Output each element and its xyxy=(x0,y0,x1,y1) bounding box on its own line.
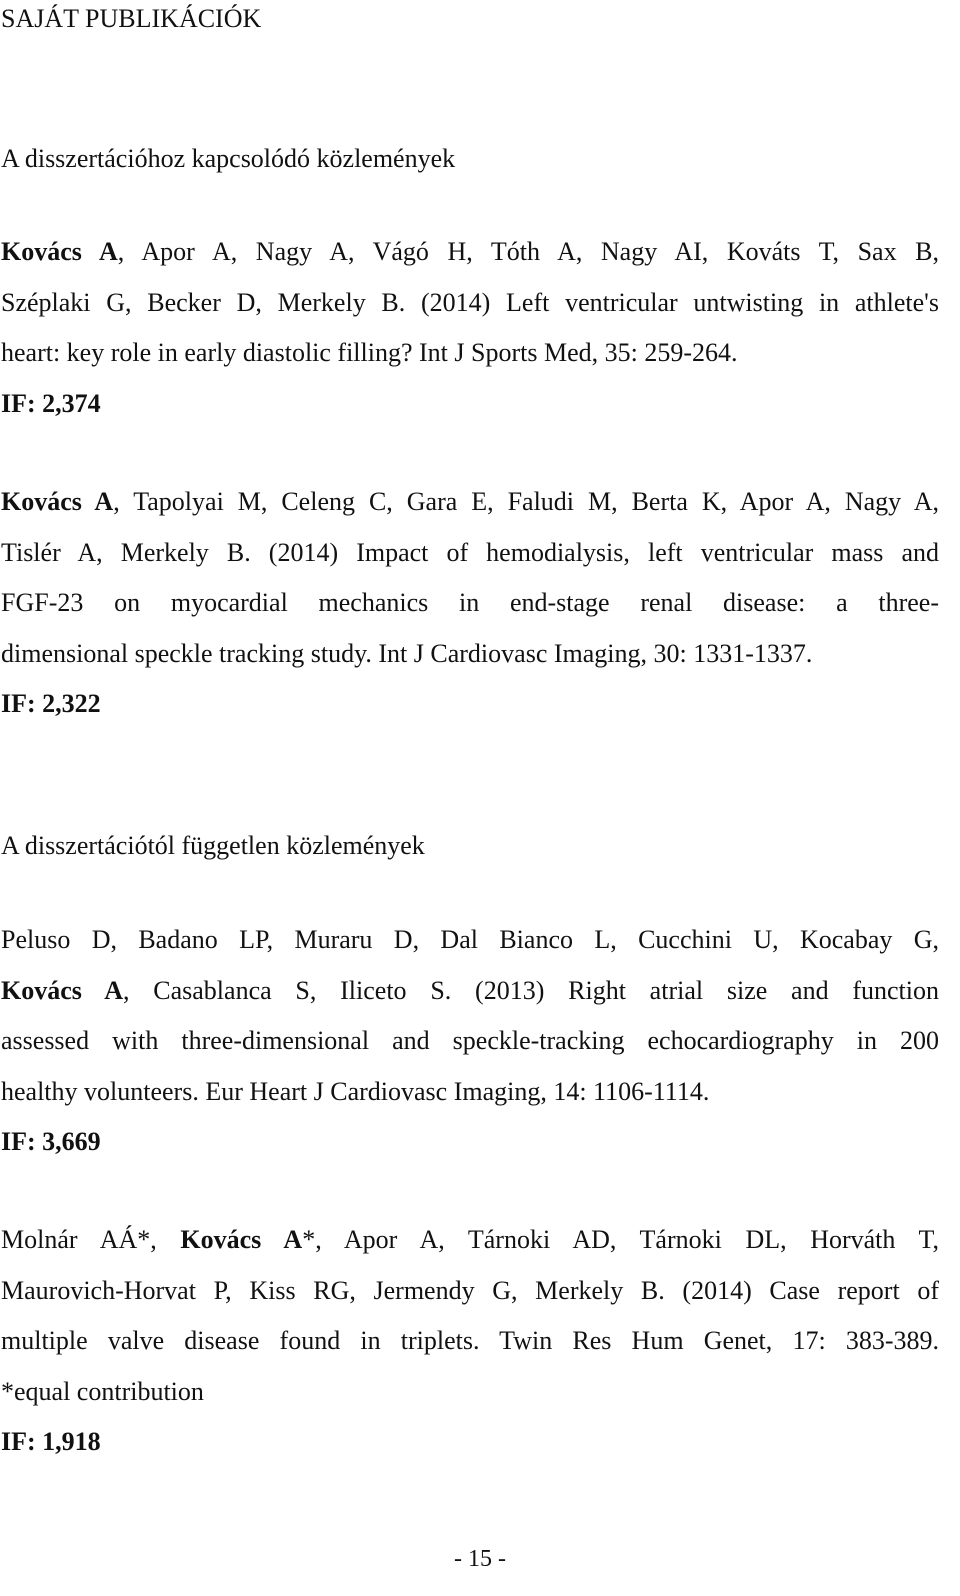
publication-line: dimensional speckle tracking study. Int J Cardiovasc Imaging, 30: 1331-1337. xyxy=(1,638,813,668)
publication-line: Kovács A, Tapolyai M, Celeng C, Gara E, Faludi M, Berta K, Apor A, Nagy A, xyxy=(1,487,939,516)
publication-entry xyxy=(1,477,939,730)
publication-entry xyxy=(1,227,939,429)
publication-entry xyxy=(1,915,939,1168)
impact-factor: IF: 2,322 xyxy=(1,689,101,718)
publication-line: Széplaki G, Becker D, Merkely B. (2014) Left ventricular untwisting in athlete's xyxy=(1,287,939,317)
publication-line: Kovács A, Apor A, Nagy A, Vágó H, Tóth A, Nagy AI, Kováts T, Sax B, xyxy=(1,237,939,266)
page-title: SAJÁT PUBLIKÁCIÓK xyxy=(1,4,262,33)
publication-line: assessed with three-dimensional and speckle-tracking echocardiography in 200 xyxy=(1,1026,939,1055)
publication-entry xyxy=(1,1215,939,1468)
publication-line: *equal contribution xyxy=(1,1376,204,1406)
publication-line: Tislér A, Merkely B. (2014) Impact of hemodialysis, left ventricular mass and xyxy=(1,537,939,567)
impact-factor: IF: 3,669 xyxy=(1,1127,101,1156)
author-highlight: Kovács A xyxy=(1,975,123,1005)
impact-factor: IF: 2,374 xyxy=(1,388,101,418)
publication-line: Maurovich-Horvat P, Kiss RG, Jermendy G, Merkely B. (2014) Case report of xyxy=(1,1275,939,1305)
publication-line: FGF-23 on myocardial mechanics in end-stage renal disease: a three- xyxy=(1,588,939,617)
publication-line: heart: key role in early diastolic filling? Int J Sports Med, 35: 259-264. xyxy=(1,338,738,367)
publication-line: Molnár AÁ*, Kovács A*, Apor A, Tárnoki AD, Tárnoki DL, Horváth T, xyxy=(1,1225,939,1254)
impact-factor: IF: 1,918 xyxy=(1,1427,101,1456)
author-highlight: Kovács A xyxy=(180,1225,303,1254)
publication-line: Peluso D, Badano LP, Muraru D, Dal Bianco L, Cucchini U, Kocabay G, xyxy=(1,925,939,954)
publication-line: healthy volunteers. Eur Heart J Cardiovasc Imaging, 14: 1106-1114. xyxy=(1,1076,710,1106)
publication-line: Kovács A, Casablanca S, Iliceto S. (2013) Right atrial size and function xyxy=(1,975,939,1005)
publication-line: multiple valve disease found in triplets. Twin Res Hum Genet, 17: 383-389. xyxy=(1,1326,939,1355)
section-heading-independent: A disszertációtól független közlemények xyxy=(1,831,425,860)
author-highlight: Kovács A xyxy=(1,487,114,516)
page-number: - 15 - xyxy=(454,1546,506,1572)
author-highlight: Kovács A xyxy=(1,237,118,266)
section-heading-related: A disszertációhoz kapcsolódó közlemények xyxy=(1,144,456,173)
